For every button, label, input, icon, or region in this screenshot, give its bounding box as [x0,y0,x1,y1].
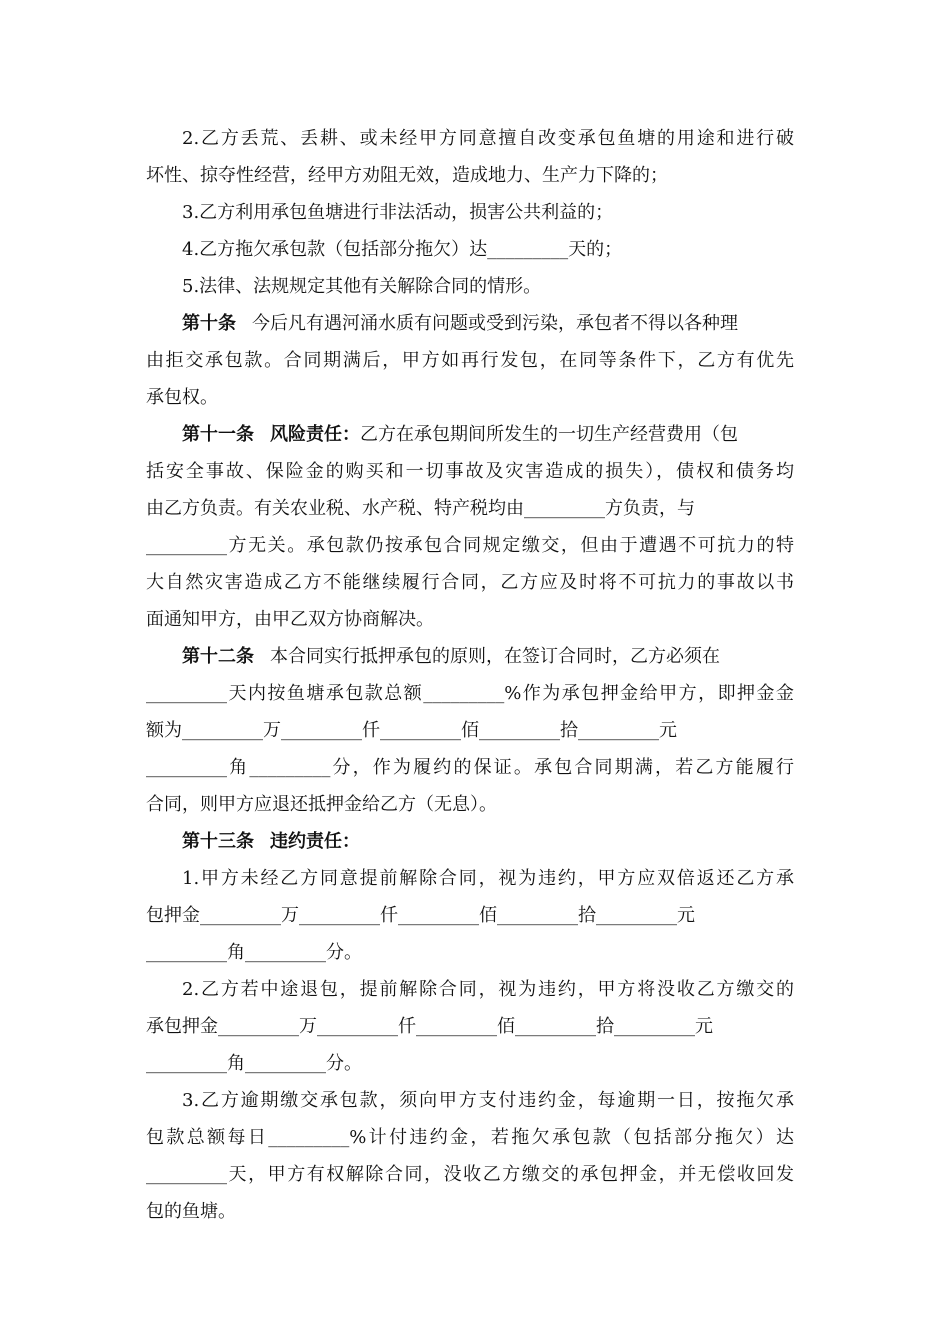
article-12-line-1 [146,638,794,675]
article-13-3-line-2: 包款总额每日_________%计付违约金，若拖欠承包款（包括部分拖欠）达 [146,1127,794,1148]
article-13-3-line-3: _________天，甲方有权解除合同，没收乙方缴交的承包押金，并无偿收回发 [146,1164,794,1185]
clause-5-line-1: 5.法律、法规规定其他有关解除合同的情形。 [182,276,542,297]
article-12-text-1: 本合同实行抵押承包的原则，在签订合同时，乙方必须在 [270,646,720,667]
contract-page [146,120,794,1230]
article-10-heading: 第十条 [182,313,236,334]
article-13-1-line-3: _________角_________分。 [146,942,362,963]
article-10-line-1 [146,305,794,342]
article-12-line-5: 合同，则甲方应退还抵押金给乙方（无息）。 [146,794,497,815]
article-12-heading: 第十二条 [182,646,254,667]
article-11-subheading: 风险责任： [270,424,360,445]
article-11-line-1 [146,416,794,453]
article-13-2-line-3: _________角_________分。 [146,1053,362,1074]
article-10-line-3: 承包权。 [146,387,218,408]
article-10-line-2: 由拒交承包款。合同期满后，甲方如再行发包，在同等条件下，乙方有优先 [146,350,794,371]
article-11-line-3: 由乙方负责。有关农业税、水产税、特产税均由_________方负责，与 [146,498,695,519]
article-13-subheading: 违约责任： [270,831,360,852]
article-11-line-2: 括安全事故、保险金的购买和一切事故及灾害造成的损失），债权和债务均 [146,461,794,482]
clause-2-line-1: 2.乙方丢荒、丢耕、或未经甲方同意擅自改变承包鱼塘的用途和进行破 [182,128,794,149]
article-11-line-4: _________方无关。承包款仍按承包合同规定缴交，但由于遭遇不可抗力的特 [146,535,794,556]
article-11-heading: 第十一条 [182,424,254,445]
article-13-3-line-4: 包的鱼塘。 [146,1201,236,1222]
article-13-1-line-2: 包押金_________万_________仟_________佰_________拾_________元 [146,905,695,926]
article-13-line-1 [146,823,794,860]
article-13-heading: 第十三条 [182,831,254,852]
article-13-2-line-2: 承包押金_________万_________仟_________佰_________拾_________元 [146,1016,713,1037]
article-12-line-3: 额为_________万_________仟_________佰_________拾_________元 [146,720,677,741]
article-11-line-6: 面通知甲方，由甲乙双方协商解决。 [146,609,434,630]
clause-2-line-2: 坏性、掠夺性经营，经甲方劝阻无效，造成地力、生产力下降的； [146,165,668,186]
article-12-line-4: _________角_________分，作为履约的保证。承包合同期满，若乙方能履行 [146,757,794,778]
clause-4-line-1: 4.乙方拖欠承包款（包括部分拖欠）达_________天的； [182,239,623,260]
article-10-text-1: 今后凡有遇河涌水质有问题或受到污染，承包者不得以各种理 [252,313,738,334]
clause-3-line-1: 3.乙方利用承包鱼塘进行非法活动，损害公共利益的； [182,202,614,223]
article-11-line-5: 大自然灾害造成乙方不能继续履行合同，乙方应及时将不可抗力的事故以书 [146,572,794,593]
article-11-text-1: 乙方在承包期间所发生的一切生产经营费用（包 [360,424,738,445]
article-13-2-line-1: 2.乙方若中途退包，提前解除合同，视为违约，甲方将没收乙方缴交的 [182,979,794,1000]
article-12-line-2: _________天内按鱼塘承包款总额_________%作为承包押金给甲方，即押金金 [146,683,794,704]
article-13-1-line-1: 1.甲方未经乙方同意提前解除合同，视为违约，甲方应双倍返还乙方承 [182,868,794,889]
article-13-3-line-1: 3.乙方逾期缴交承包款，须向甲方支付违约金，每逾期一日，按拖欠承 [182,1090,794,1111]
